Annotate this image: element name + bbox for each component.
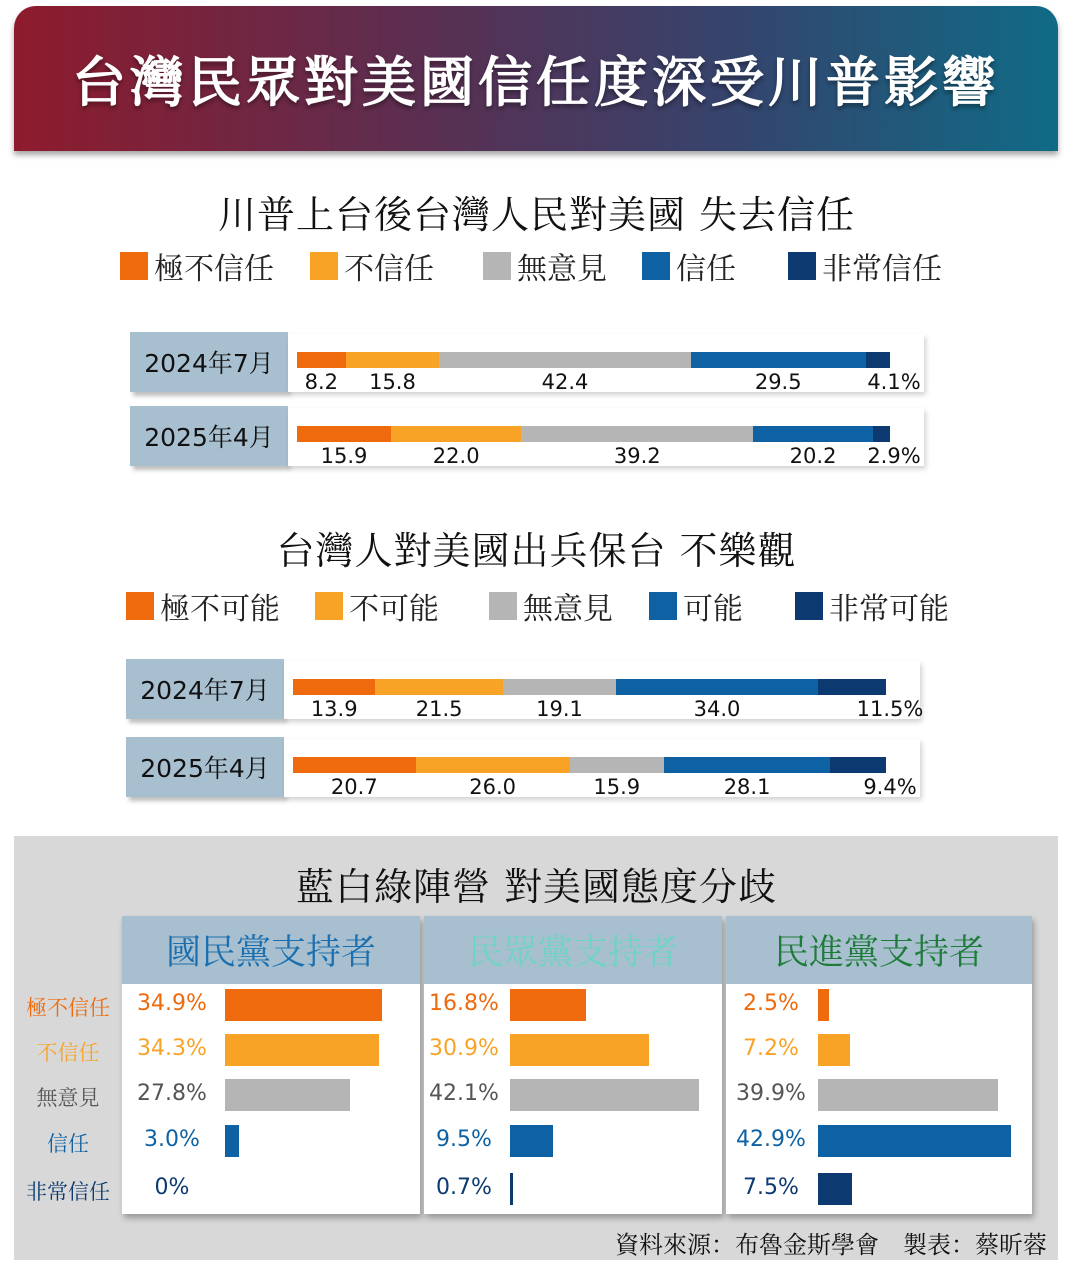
legend-label: 不可能: [349, 592, 439, 627]
legend-swatch: [126, 592, 154, 620]
party-name: 民眾黨支持者: [424, 916, 722, 984]
data-label: 26.0: [469, 775, 517, 799]
section2-legend: [0, 584, 1073, 627]
legend-label: 非常信任: [822, 252, 942, 287]
data-label: 13.9: [310, 697, 358, 721]
data-label: 42.4: [541, 370, 589, 394]
legend-label: 不信任: [344, 252, 434, 287]
legend-swatch: [795, 592, 823, 620]
legend-swatch: [483, 252, 511, 280]
bar-segment: [503, 679, 616, 695]
bar: [510, 989, 586, 1021]
title-banner: [14, 6, 1058, 151]
bar-segment: [416, 757, 570, 773]
row-label: 2025年4月: [126, 737, 284, 797]
bar-segment: [521, 426, 753, 442]
data-label: 9.4%: [863, 775, 917, 799]
data-label: 39.2: [613, 444, 661, 468]
bar-row: [288, 334, 924, 392]
data-label: 22.0: [432, 444, 480, 468]
party-name: 民進黨支持者: [726, 916, 1032, 984]
legend-label: 非常可能: [829, 592, 949, 627]
data-label: 20.7: [330, 775, 378, 799]
data-label: 8.2: [304, 370, 339, 394]
data-label: 9.5%: [436, 1127, 492, 1152]
section1-legend: [0, 244, 1073, 287]
data-label: 19.1: [536, 697, 583, 721]
bar: [510, 1125, 553, 1157]
bar-segment: [375, 679, 502, 695]
bar: [818, 989, 829, 1021]
bar: [225, 1125, 239, 1157]
data-label: 16.8%: [429, 991, 499, 1016]
data-label: 15.9: [320, 444, 368, 468]
data-label: 21.5: [415, 697, 463, 721]
bar: [818, 1034, 850, 1066]
data-label: 2.5%: [743, 991, 799, 1016]
main-title: 台灣民眾對美國信任度深受川普影響: [72, 50, 1000, 114]
legend-label: 可能: [683, 592, 743, 627]
data-label: 4.1%: [867, 370, 921, 394]
legend-item: [795, 584, 949, 628]
data-label: 27.8%: [137, 1081, 207, 1106]
data-label: 34.9%: [137, 991, 207, 1016]
bar-segment: [297, 352, 346, 368]
category-label: 不信任: [36, 1041, 100, 1065]
row-label: 2024年7月: [126, 659, 284, 719]
legend-item: [310, 244, 434, 288]
bar: [225, 989, 382, 1021]
data-label: 20.2: [789, 444, 837, 468]
data-label: 3.0%: [144, 1127, 200, 1152]
data-label: 0.7%: [436, 1175, 492, 1200]
category-label: 非常信任: [26, 1180, 110, 1204]
data-label: 11.5%: [856, 697, 924, 721]
legend-item: [649, 584, 743, 628]
section2-title: 台灣人對美國出兵保台 不樂觀: [276, 529, 797, 573]
bar-segment: [830, 757, 886, 773]
bar-segment: [297, 426, 391, 442]
data-label: 7.2%: [743, 1036, 799, 1061]
legend-label: 極不信任: [154, 252, 274, 287]
bar-segment: [691, 352, 866, 368]
category-label: 極不信任: [26, 996, 110, 1020]
bar-row: [284, 661, 924, 721]
bar: [510, 1173, 513, 1205]
legend-item: [788, 244, 942, 288]
bar-segment: [873, 426, 890, 442]
legend-item: [315, 584, 439, 628]
data-label: 0%: [154, 1175, 190, 1200]
data-label: 28.1: [723, 775, 771, 799]
bar-segment: [570, 757, 664, 773]
section1-title: 川普上台後台灣人民對美國 失去信任: [217, 193, 856, 237]
bar-segment: [818, 679, 886, 695]
bar: [510, 1079, 699, 1111]
category-label: 信任: [47, 1132, 89, 1156]
legend-label: 無意見: [517, 252, 607, 287]
data-label: 34.3%: [137, 1036, 207, 1061]
bar-segment: [753, 426, 873, 442]
party-panel: [726, 916, 1032, 1214]
data-label: 15.8: [369, 370, 416, 394]
bar-row: [288, 408, 924, 466]
legend-item: [483, 244, 607, 288]
legend-item: [489, 584, 613, 628]
data-label: 29.5: [754, 370, 802, 394]
legend-item: [120, 244, 274, 288]
legend-item: [642, 244, 736, 288]
row-label: 2025年4月: [130, 406, 288, 466]
legend-label: 無意見: [523, 592, 613, 627]
bar-segment: [866, 352, 890, 368]
legend-swatch: [642, 252, 670, 280]
data-label: 2.9%: [867, 444, 921, 468]
bar-segment: [664, 757, 830, 773]
legend-swatch: [310, 252, 338, 280]
bar: [225, 1034, 379, 1066]
bar: [818, 1173, 852, 1205]
legend-label: 信任: [676, 252, 736, 287]
bar-row: [284, 739, 920, 797]
bar: [510, 1034, 649, 1066]
bar-segment: [439, 352, 690, 368]
party-name: 國民黨支持者: [122, 916, 420, 984]
bar-segment: [293, 679, 375, 695]
category-label: 無意見: [36, 1086, 100, 1110]
section3-title: 藍白綠陣營 對美國態度分歧: [295, 865, 778, 909]
source-note: 資料來源：布魯金斯學會 製表：蔡昕蓉: [615, 1231, 1047, 1259]
legend-swatch: [489, 592, 517, 620]
legend-swatch: [315, 592, 343, 620]
data-label: 42.9%: [736, 1127, 806, 1152]
data-label: 39.9%: [736, 1081, 806, 1106]
bar-segment: [391, 426, 521, 442]
data-label: 7.5%: [743, 1175, 799, 1200]
data-label: 34.0: [693, 697, 741, 721]
bar-segment: [293, 757, 416, 773]
bar-segment: [346, 352, 440, 368]
data-label: 15.9: [593, 775, 641, 799]
data-label: 42.1%: [429, 1081, 499, 1106]
data-label: 30.9%: [429, 1036, 499, 1061]
bar-segment: [616, 679, 818, 695]
legend-swatch: [120, 252, 148, 280]
legend-label: 極不可能: [160, 592, 280, 627]
bar: [818, 1125, 1011, 1157]
bar: [818, 1079, 998, 1111]
legend-swatch: [788, 252, 816, 280]
legend-swatch: [649, 592, 677, 620]
bar: [225, 1079, 350, 1111]
row-label: 2024年7月: [130, 332, 288, 392]
legend-item: [126, 584, 280, 628]
